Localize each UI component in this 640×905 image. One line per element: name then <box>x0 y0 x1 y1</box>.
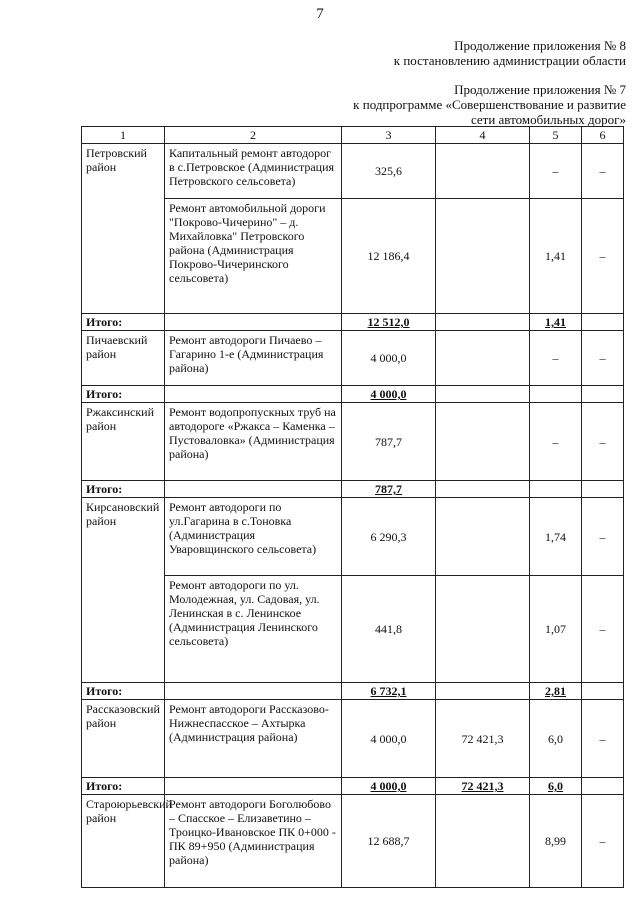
work-description-cell: Ремонт водопропускных труб на автодороге «Ржакса – Каменка – Пустоваловка» (Администрация района) <box>165 403 342 481</box>
header-line: Продолжение приложения № 7 <box>454 82 626 97</box>
header-line: к постановлению администрации области <box>393 53 626 68</box>
total-label: Итого: <box>82 386 165 403</box>
amount-col3-cell: 6 290,3 <box>342 498 436 576</box>
total-value-col4: 72 421,3 <box>436 778 530 795</box>
value-col6-cell: – <box>582 403 624 481</box>
total-value-col5: 2,81 <box>530 683 582 700</box>
value-col6-cell: – <box>582 144 624 199</box>
total-label: Итого: <box>82 683 165 700</box>
work-description-cell: Ремонт автодороги Рассказово-Нижнеспасское – Ахтырка (Администрация района) <box>165 700 342 778</box>
amount-col3-cell: 4 000,0 <box>342 331 436 386</box>
header-line: к подпрограмме «Совершенствование и развитие <box>353 97 626 112</box>
total-value-col3: 787,7 <box>342 481 436 498</box>
total-value-col6 <box>582 481 624 498</box>
length-col5-cell: – <box>530 144 582 199</box>
total-value-col5 <box>530 386 582 403</box>
amount-col4-cell <box>436 403 530 481</box>
total-row <box>82 778 624 795</box>
total-value-col4 <box>436 314 530 331</box>
amount-col4-cell <box>436 498 530 576</box>
amount-col3-cell: 12 186,4 <box>342 199 436 314</box>
total-label: Итого: <box>82 778 165 795</box>
total-value-col4 <box>436 481 530 498</box>
road-repair-table <box>81 126 624 888</box>
work-description-cell: Ремонт автомобильной дороги "Покрово-Чичерино" – д. Михайловка" Петровского района (Администрация Покрово-Чичеринского сельсовета) <box>165 199 342 314</box>
page-number: 7 <box>316 6 324 22</box>
total-empty <box>165 778 342 795</box>
appendix-header-8 <box>394 38 626 68</box>
work-description-cell: Капитальный ремонт автодорог в с.Петровское (Администрация Петровского сельсовета) <box>165 144 342 199</box>
amount-col4-cell <box>436 331 530 386</box>
total-empty <box>165 386 342 403</box>
total-value-col6 <box>582 778 624 795</box>
header-line: Продолжение приложения № 8 <box>454 38 626 53</box>
column-header: 1 <box>82 127 165 144</box>
column-header: 6 <box>582 127 624 144</box>
total-row <box>82 386 624 403</box>
amount-col3-cell: 4 000,0 <box>342 700 436 778</box>
column-header: 4 <box>436 127 530 144</box>
value-col6-cell: – <box>582 576 624 683</box>
total-row <box>82 683 624 700</box>
total-value-col5: 6,0 <box>530 778 582 795</box>
total-value-col6 <box>582 683 624 700</box>
appendix-header-7 <box>353 82 626 127</box>
total-value-col5 <box>530 481 582 498</box>
column-header: 2 <box>165 127 342 144</box>
header-line: сети автомобильных дорог» <box>470 112 626 127</box>
amount-col3-cell: 441,8 <box>342 576 436 683</box>
amount-col4-cell <box>436 795 530 888</box>
total-value-col4 <box>436 386 530 403</box>
district-cell: Пичаевский район <box>82 331 165 386</box>
work-description-cell: Ремонт автодороги Боголюбово – Спасское – Елизаветино – Троицко-Ивановское ПК 0+000 - ПК 89+950 (Администрация района) <box>165 795 342 888</box>
work-description-cell: Ремонт автодороги Пичаево – Гагарино 1-е (Администрация района) <box>165 331 342 386</box>
value-col6-cell: – <box>582 199 624 314</box>
total-value-col5: 1,41 <box>530 314 582 331</box>
work-row <box>82 331 624 386</box>
district-cell: Кирсановский район <box>82 498 165 683</box>
total-value-col6 <box>582 386 624 403</box>
work-row <box>82 403 624 481</box>
work-row <box>82 795 624 888</box>
work-row <box>82 700 624 778</box>
length-col5-cell: 6,0 <box>530 700 582 778</box>
total-empty <box>165 481 342 498</box>
total-empty <box>165 314 342 331</box>
amount-col3-cell: 12 688,7 <box>342 795 436 888</box>
length-col5-cell: 8,99 <box>530 795 582 888</box>
column-number-row <box>82 127 624 144</box>
total-value-col3: 4 000,0 <box>342 778 436 795</box>
total-value-col6 <box>582 314 624 331</box>
total-value-col3: 12 512,0 <box>342 314 436 331</box>
length-col5-cell: – <box>530 403 582 481</box>
total-value-col3: 6 732,1 <box>342 683 436 700</box>
total-row <box>82 314 624 331</box>
amount-col3-cell: 787,7 <box>342 403 436 481</box>
amount-col4-cell <box>436 576 530 683</box>
length-col5-cell: 1,41 <box>530 199 582 314</box>
value-col6-cell: – <box>582 795 624 888</box>
total-row <box>82 481 624 498</box>
work-description-cell: Ремонт автодороги по ул. Молодежная, ул. Садовая, ул. Ленинская в с. Ленинское (Администрация Ленинского сельсовета) <box>165 576 342 683</box>
district-cell: Староюрьевский район <box>82 795 165 888</box>
total-value-col3: 4 000,0 <box>342 386 436 403</box>
total-label: Итого: <box>82 481 165 498</box>
amount-col4-cell <box>436 199 530 314</box>
district-cell: Петровский район <box>82 144 165 314</box>
work-row <box>82 498 624 576</box>
total-label: Итого: <box>82 314 165 331</box>
total-value-col4 <box>436 683 530 700</box>
length-col5-cell: 1,07 <box>530 576 582 683</box>
length-col5-cell: 1,74 <box>530 498 582 576</box>
amount-col4-cell <box>436 144 530 199</box>
district-cell: Рассказовский район <box>82 700 165 778</box>
work-row <box>82 144 624 199</box>
work-description-cell: Ремонт автодороги по ул.Гагарина в с.Тоновка (Администрация Уваровщинского сельсовета) <box>165 498 342 576</box>
value-col6-cell: – <box>582 331 624 386</box>
value-col6-cell: – <box>582 498 624 576</box>
column-header: 5 <box>530 127 582 144</box>
total-empty <box>165 683 342 700</box>
length-col5-cell: – <box>530 331 582 386</box>
amount-col4-cell: 72 421,3 <box>436 700 530 778</box>
column-header: 3 <box>342 127 436 144</box>
district-cell: Ржаксинский район <box>82 403 165 481</box>
value-col6-cell: – <box>582 700 624 778</box>
amount-col3-cell: 325,6 <box>342 144 436 199</box>
